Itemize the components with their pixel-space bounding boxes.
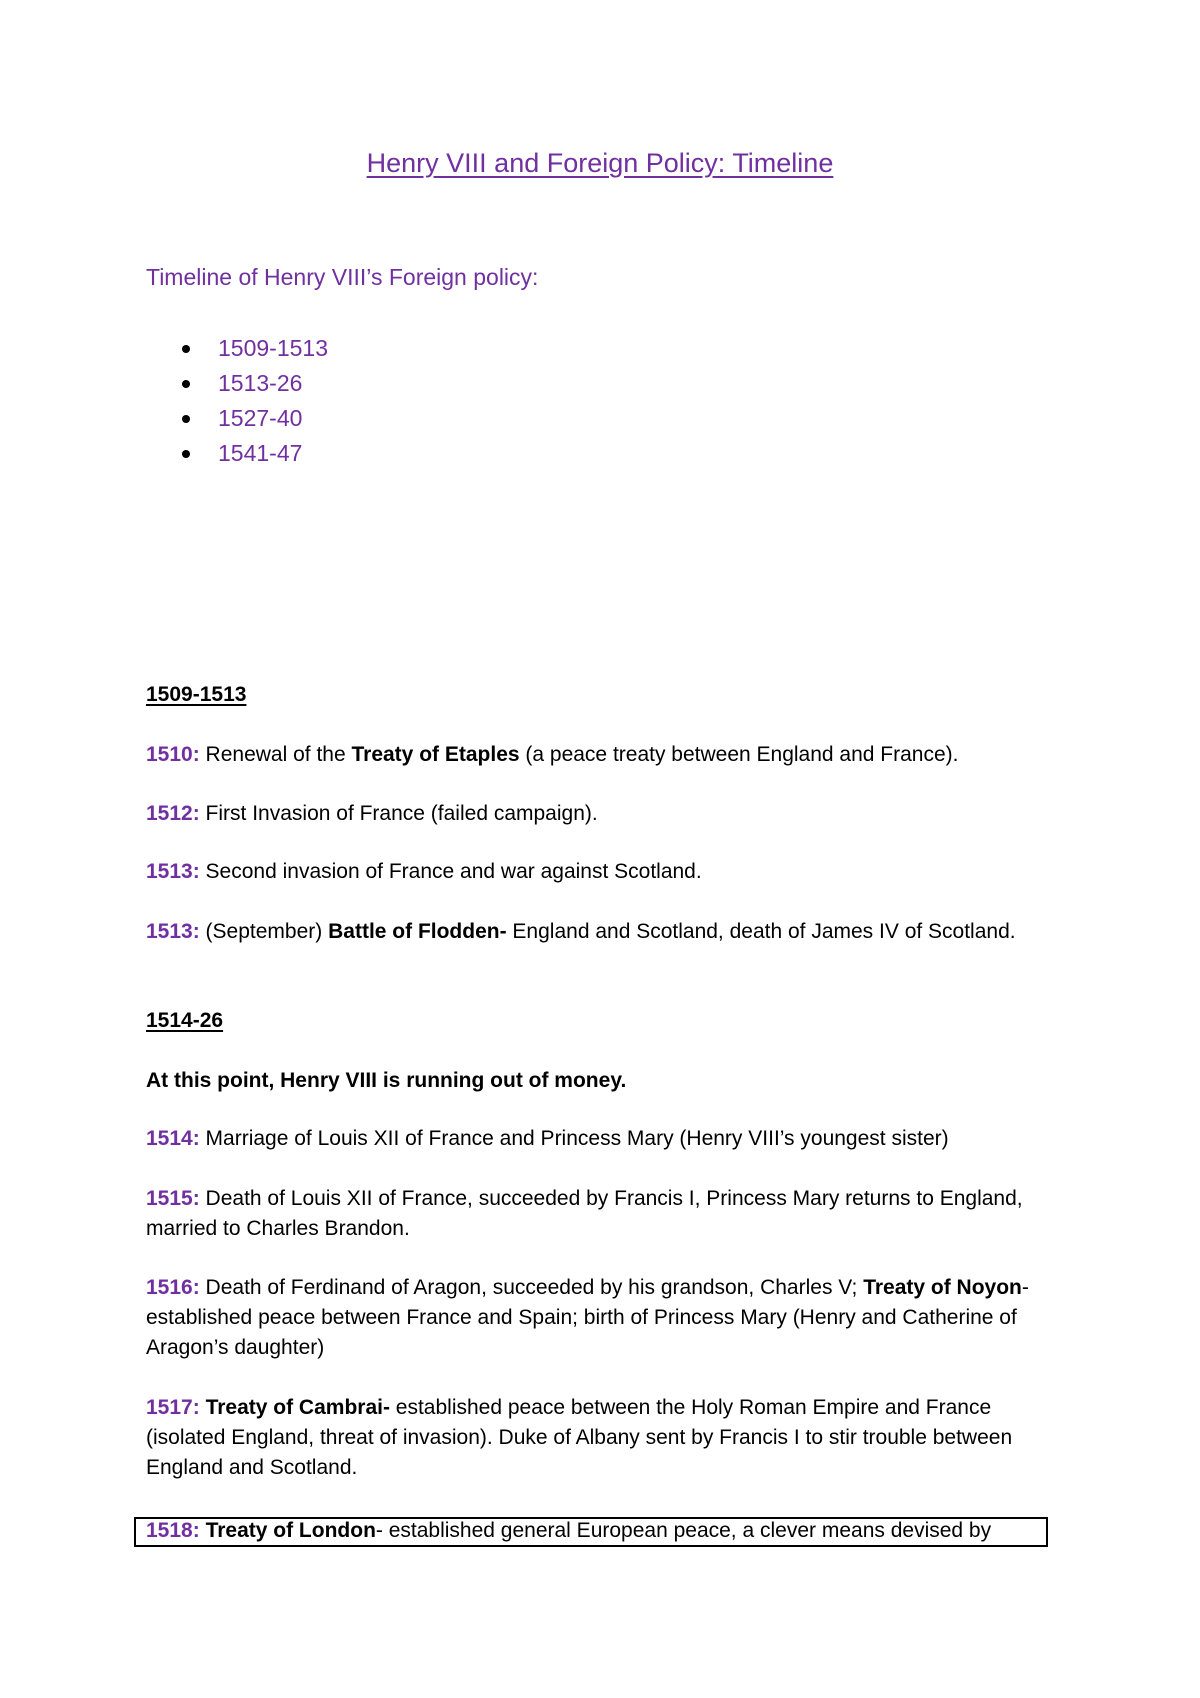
treaty-name: Treaty of Cambrai- xyxy=(205,1396,390,1419)
document-title: Henry VIII and Foreign Policy: Timeline xyxy=(366,148,834,178)
timeline-entry: 1513: Second invasion of France and war against Scotland. xyxy=(146,860,702,883)
entry-year: 1513: xyxy=(146,860,200,883)
bullet-icon xyxy=(182,345,190,353)
entry-year: 1513: xyxy=(146,920,200,943)
section-heading: 1509-1513 xyxy=(146,683,247,706)
entry-year: 1517: xyxy=(146,1396,200,1419)
timeline-entry: 1518: Treaty of London- established general European peace, a clever means devised by xyxy=(146,1519,992,1542)
list-item: 1541-47 xyxy=(146,436,328,471)
entry-year: 1518: xyxy=(146,1519,200,1542)
timeline-entry: 1514: Marriage of Louis XII of France and Princess Mary (Henry VIII’s youngest sister) xyxy=(146,1127,949,1150)
period-bullet-list xyxy=(146,331,328,471)
list-item: 1527-40 xyxy=(146,401,328,436)
battle-name: Battle of Flodden- xyxy=(328,920,507,943)
section-heading: 1514-26 xyxy=(146,1009,224,1032)
timeline-entry: 1510: Renewal of the Treaty of Etaples (a peace treaty between England and France). xyxy=(146,743,959,766)
bullet-icon xyxy=(182,380,190,388)
section-1514-26 xyxy=(146,1006,1066,1036)
entry-year: 1515: xyxy=(146,1187,200,1210)
timeline-entry: 1513: (September) Battle of Flodden- England and Scotland, death of James IV of Scotland. xyxy=(146,920,1016,943)
entry-year: 1514: xyxy=(146,1127,200,1150)
list-item: 1509-1513 xyxy=(146,331,328,366)
entry-year: 1510: xyxy=(146,743,200,766)
entry-year: 1516: xyxy=(146,1276,200,1299)
treaty-name: Treaty of Noyon xyxy=(863,1276,1022,1299)
section-note: At this point, Henry VIII is running out of money. xyxy=(146,1069,627,1092)
list-item: 1513-26 xyxy=(146,366,328,401)
treaty-name: Treaty of Etaples xyxy=(351,743,520,766)
entry-year: 1512: xyxy=(146,802,200,825)
bullet-icon xyxy=(182,450,190,458)
timeline-entry: 1512: First Invasion of France (failed campaign). xyxy=(146,802,598,825)
timeline-entry: 1516: Death of Ferdinand of Aragon, succeeded by his grandson, Charles V; Treaty of Noyon- established peace between France and Spain; birth of Princess Mary (Henry and Catherine of Aragon’s daughter) xyxy=(146,1276,1029,1359)
timeline-subtitle: Timeline of Henry VIII’s Foreign policy: xyxy=(146,264,539,290)
timeline-entry: 1517: Treaty of Cambrai- established peace between the Holy Roman Empire and France (isolated England, threat of invasion). Duke of Albany sent by Francis I to stir trouble between England and Scotland. xyxy=(146,1396,1013,1479)
section-1509-1513 xyxy=(146,680,1066,710)
treaty-name: Treaty of London xyxy=(205,1519,376,1542)
bullet-icon xyxy=(182,415,190,423)
timeline-entry: 1515: Death of Louis XII of France, succeeded by Francis I, Princess Mary returns to England, married to Charles Brandon. xyxy=(146,1187,1023,1240)
